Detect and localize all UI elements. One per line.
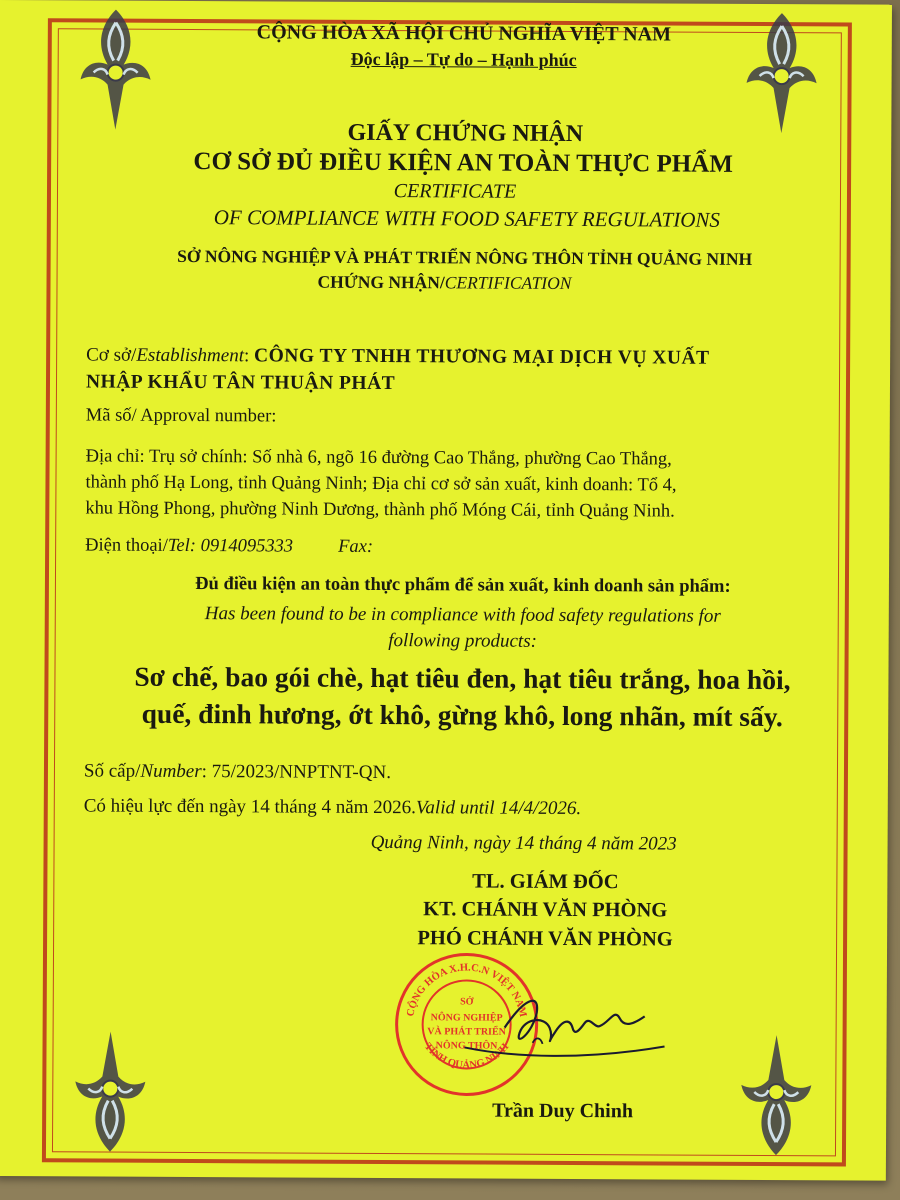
certificate-subtitle-en: OF COMPLIANCE WITH FOOD SAFETY REGULATIONS (213, 205, 720, 232)
establishment-name: CÔNG TY TNHH THƯƠNG MẠI DỊCH VỤ XUẤT (253, 345, 710, 369)
address-line: Địa chỉ: Trụ sở chính: Số nhà 6, ngõ 16 đường Cao Thắng, phường Cao Thắng, (85, 446, 672, 470)
address-line: khu Hồng Phong, phường Ninh Dương, thành phố Móng Cái, tỉnh Quảng Ninh. (85, 498, 675, 522)
phone-number: Tel: 0914095333 (167, 535, 294, 557)
validity-line: Có hiệu lực đến ngày 14 tháng 4 năm 2026.Valid until 14/4/2026. (83, 795, 582, 820)
national-title: CỘNG HÒA XÃ HỘI CHỦ NGHĨA VIỆT NAM (256, 21, 672, 46)
address-line: thành phố Hạ Long, tỉnh Quảng Ninh; Địa chỉ cơ sở sản xuất, kinh doanh: Tổ 4, (85, 472, 677, 496)
approval-number: Mã số/ Approval number: (85, 405, 277, 427)
issuing-department: SỞ NÔNG NGHIỆP VÀ PHÁT TRIỂN NÔNG THÔN TỈNH QUẢNG NINH (177, 245, 753, 269)
signer-name: Trần Duy Chinh (492, 1099, 634, 1123)
svg-text:VÀ PHÁT TRIỂN: VÀ PHÁT TRIỂN (427, 1026, 506, 1038)
place-date: Quảng Ninh, ngày 14 tháng 4 năm 2023 (370, 831, 677, 855)
signatory-title: PHÓ CHÁNH VĂN PHÒNG (417, 927, 673, 951)
establishment-name-cont: NHẬP KHẨU TÂN THUẬN PHÁT (85, 371, 396, 395)
certificate-subtitle: CƠ SỞ ĐỦ ĐIỀU KIỆN AN TOÀN THỰC PHẨM (193, 148, 733, 178)
product-list: quế, đinh hương, ớt khô, gừng khô, long nhãn, mít sấy. (141, 697, 783, 733)
national-motto: Độc lập – Tự do – Hạnh phúc (350, 48, 577, 71)
handwritten-signature (444, 987, 684, 1078)
product-list: Sơ chế, bao gói chè, hạt tiêu đen, hạt tiêu trắng, hoa hồi, (134, 660, 791, 696)
qualification-statement: Đủ điều kiện an toàn thực phẩm để sản xuất, kinh doanh sản phẩm: (195, 574, 731, 597)
svg-text:CỘNG HÒA X.H.C.N VIỆT NAM: CỘNG HÒA X.H.C.N VIỆT NAM (405, 962, 529, 1019)
certificate-title: GIẤY CHỨNG NHẬN (347, 119, 584, 148)
certificate-number: Số cấp/Number: 75/2023/NNPTNT-QN. (83, 760, 392, 784)
signatory-title: KT. CHÁNH VĂN PHÒNG (423, 898, 668, 922)
svg-text:SỞ: SỞ (460, 996, 474, 1008)
signatory-title: TL. GIÁM ĐỐC (472, 870, 619, 894)
establishment-line: Cơ sở/Establishment: CÔNG TY TNHH THƯƠNG MẠI DỊCH VỤ XUẤT (86, 344, 710, 369)
qualification-statement-en: following products: (388, 630, 538, 652)
fax-label: Fax: (338, 536, 374, 557)
certificate-title-en: CERTIFICATE (393, 180, 517, 203)
svg-text:NÔNG THÔN: NÔNG THÔN (435, 1040, 498, 1052)
phone-line: Điện thoại/Tel: 0914095333 Fax: (85, 535, 374, 557)
svg-text:TỈNH QUẢNG NINH: TỈNH QUẢNG NINH (421, 1041, 512, 1072)
certification-heading: CHỨNG NHẬN/CERTIFICATION (317, 271, 572, 293)
svg-text:NÔNG NGHIỆP: NÔNG NGHIỆP (430, 1012, 503, 1024)
qualification-statement-en: Has been found to be in compliance with food safety regulations for (204, 603, 721, 627)
